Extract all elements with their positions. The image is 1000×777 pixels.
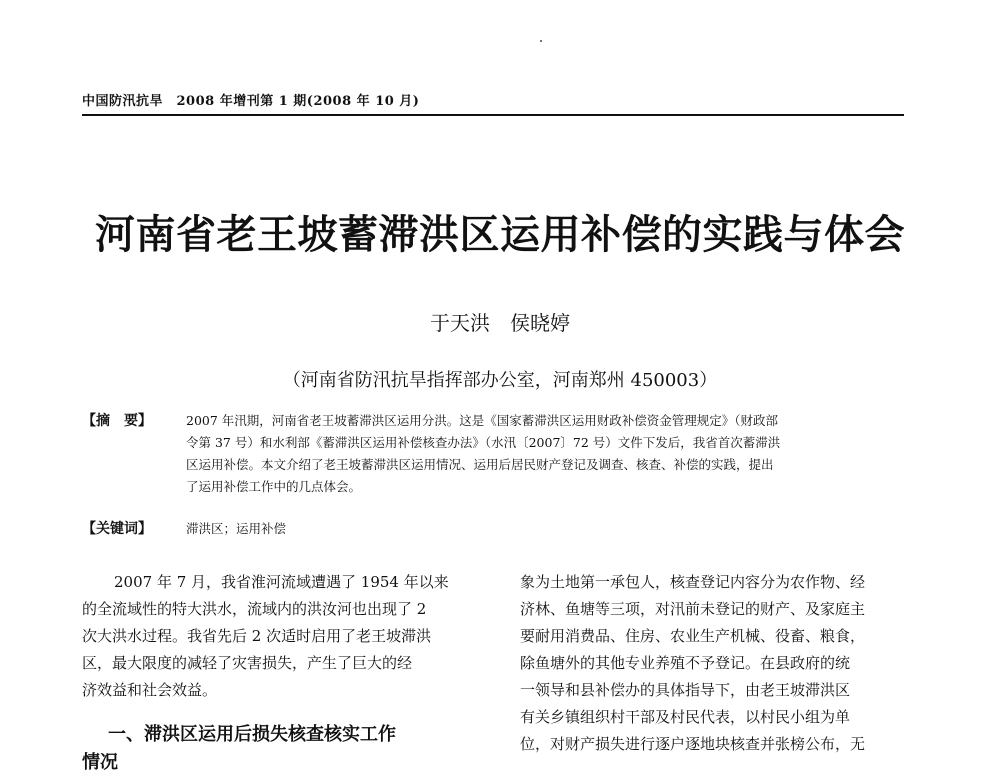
body-line: 次大洪水过程。我省先后 2 次适时启用了老王坡滞洪 (82, 627, 432, 645)
abstract-block (82, 410, 904, 498)
body-line: 一领导和县补偿办的具体指导下，由老王坡滞洪区 (520, 681, 851, 699)
body-line: 象为土地第一承包人，核查登记内容分为农作物、经 (520, 573, 866, 591)
abstract-line: 2007 年汛期，河南省老王坡蓄滞洪区运用分洪。这是《国家蓄滞洪区运用财政补偿资金管理规定》（财政部 (186, 413, 779, 428)
body-line: 位，对财产损失进行逐户逐地块核查并张榜公布，无 (520, 735, 866, 753)
keywords-label: 【关键词】 (82, 521, 152, 537)
header-rule (82, 114, 904, 116)
body-line: 济效益和社会效益。 (82, 681, 218, 699)
body-line: 区，最大限度的减轻了灾害损失，产生了巨大的经 (82, 654, 413, 672)
body-column-left (82, 569, 492, 704)
body-line: 2007 年 7 月，我省淮河流域遭遇了 1954 年以来 (114, 573, 449, 591)
article-authors: 于天洪 侯晓婷 (430, 311, 570, 335)
body-column-right (520, 569, 910, 758)
body-line: 除鱼塘外的其他专业养殖不予登记。在县政府的统 (520, 654, 851, 672)
abstract-line: 区运用补偿。本文介绍了老王坡蓄滞洪区运用情况、运用后居民财产登记及调查、核查、补偿的实践，提出 (186, 457, 774, 472)
keywords-text: 滞洪区；运用补偿 (186, 521, 287, 536)
body-line: 有关乡镇组织村干部及村民代表，以村民小组为单 (520, 708, 851, 726)
author-affiliation: （河南省防汛抗旱指挥部办公室，河南郑州 450003） (282, 370, 718, 391)
running-head: 中国防汛抗旱 2008 年增刊第 1 期(2008 年 10 月) (82, 94, 420, 109)
abstract-line: 了运用补偿工作中的几点体会。 (186, 479, 362, 494)
body-line: 济林、鱼塘等三项，对汛前未登记的财产、及家庭主 (520, 600, 866, 618)
abstract-text (186, 410, 904, 498)
scan-speck (540, 40, 542, 42)
section-heading (82, 721, 508, 777)
body-line: 要耐用消费品、住房、农业生产机械、役畜、粮食， (520, 627, 866, 645)
abstract-label: 【摘 要】 (82, 413, 152, 429)
section-heading-line: 情况 (82, 752, 118, 773)
keywords-block (82, 518, 904, 540)
abstract-line: 令第 37 号）和水利部《蓄滞洪区运用补偿核查办法》（水汛〔2007〕72 号）文件下发后，我省首次蓄滞洪 (186, 435, 781, 450)
body-line: 的全流域性的特大洪水，流域内的洪汝河也出现了 2 (82, 600, 427, 618)
article-title: 河南省老王坡蓄滞洪区运用补偿的实践与体会 (95, 211, 905, 258)
section-heading-line: 一、滞洪区运用后损失核查核实工作 (108, 724, 396, 745)
